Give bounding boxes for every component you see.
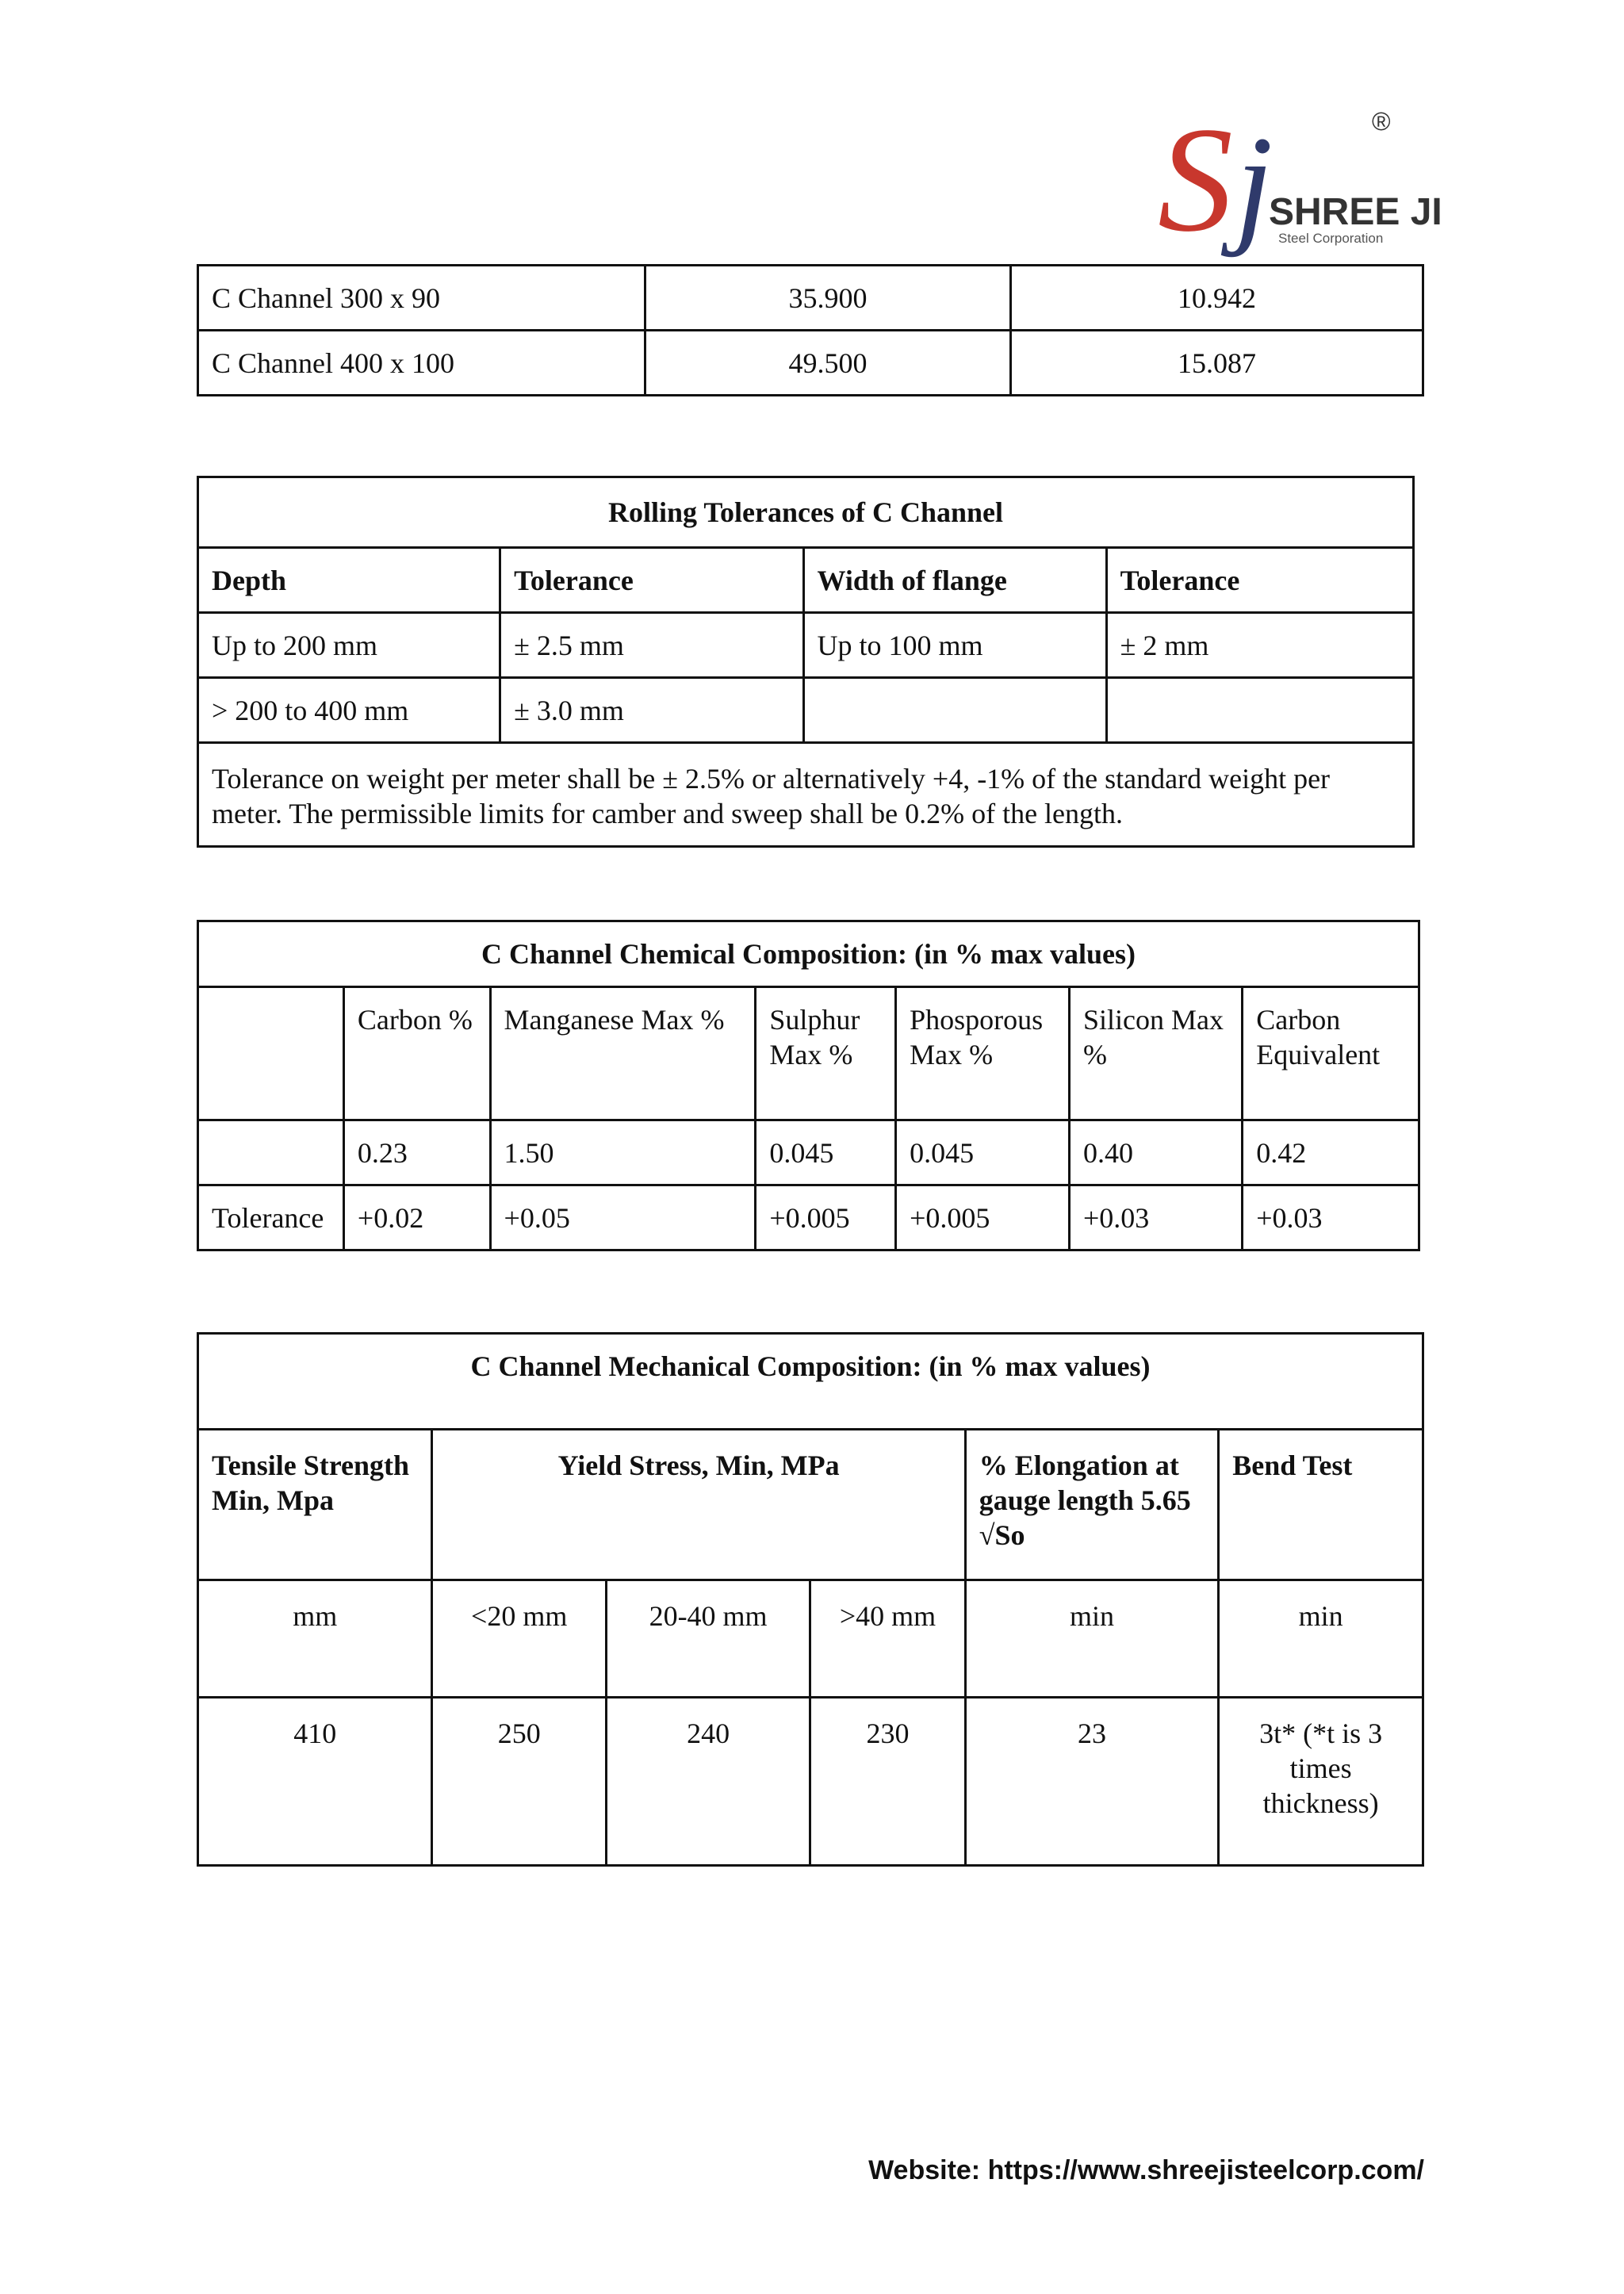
table-cell: 0.40 <box>1069 1120 1242 1185</box>
tolerance-note: Tolerance on weight per meter shall be ± 2.5% or alternatively +4, -1% of the standard weight per meter. The permissible limits for camber and sweep shall be 0.2% of the length. <box>198 743 1414 847</box>
svg-text:j: j <box>1235 109 1274 258</box>
product-name-cell: C Channel 400 x 100 <box>198 331 645 396</box>
table-cell: +0.03 <box>1243 1185 1419 1250</box>
table-cell: 0.23 <box>343 1120 490 1185</box>
table-cell: +0.05 <box>490 1185 756 1250</box>
weights-table <box>197 264 1424 396</box>
elongation-header: % Elongation at gauge length 5.65 √So <box>965 1430 1219 1580</box>
header-cell <box>198 987 344 1120</box>
value-cell: 3t* (*t is 3 times thickness) <box>1219 1698 1423 1866</box>
unit-cell: <20 mm <box>432 1580 606 1698</box>
table-row <box>198 678 1414 743</box>
table-cell: +0.005 <box>756 1185 896 1250</box>
table-cell <box>198 1120 344 1185</box>
website-footer[interactable]: Website: https://www.shreejisteelcorp.com/ <box>868 2155 1424 2185</box>
svg-text:S: S <box>1158 97 1233 263</box>
units-row <box>198 1580 1423 1698</box>
weight-cell: 10.942 <box>1011 266 1423 331</box>
table-cell <box>1106 678 1413 743</box>
table-cell: Up to 100 mm <box>803 613 1106 678</box>
weight-cell: 15.087 <box>1011 331 1423 396</box>
bend-test-header: Bend Test <box>1219 1430 1423 1580</box>
mechanical-composition-table <box>197 1332 1424 1867</box>
header-cell: Phosporous Max % <box>896 987 1070 1120</box>
header-cell: Sulphur Max % <box>756 987 896 1120</box>
chemical-composition-table <box>197 920 1420 1251</box>
header-cell: Depth <box>198 548 500 613</box>
table-row <box>198 1185 1419 1250</box>
table-title: C Channel Chemical Composition: (in % max values) <box>198 921 1419 987</box>
table-cell <box>803 678 1106 743</box>
header-cell: Tolerance <box>1106 548 1413 613</box>
unit-cell: min <box>965 1580 1219 1698</box>
table-row <box>198 331 1423 396</box>
table-cell: Tolerance <box>198 1185 344 1250</box>
table-header-row <box>198 987 1419 1120</box>
table-cell: +0.03 <box>1069 1185 1242 1250</box>
table-title: C Channel Mechanical Composition: (in % max values) <box>198 1334 1423 1430</box>
table-cell: ± 3.0 mm <box>500 678 803 743</box>
product-name-cell: C Channel 300 x 90 <box>198 266 645 331</box>
logo-tagline: Steel Corporation <box>1278 231 1384 246</box>
header-cell: Carbon % <box>343 987 490 1120</box>
table-cell: 1.50 <box>490 1120 756 1185</box>
table-title-row <box>198 921 1419 987</box>
weight-cell: 35.900 <box>645 266 1010 331</box>
value-cell: 410 <box>198 1698 432 1866</box>
table-note-row <box>198 743 1414 847</box>
unit-cell: 20-40 mm <box>606 1580 810 1698</box>
unit-cell: >40 mm <box>810 1580 966 1698</box>
company-logo <box>1142 97 1442 263</box>
registered-mark: ® <box>1372 107 1391 136</box>
table-row <box>198 613 1414 678</box>
header-cell: Tolerance <box>500 548 803 613</box>
table-cell: ± 2.5 mm <box>500 613 803 678</box>
values-row <box>198 1698 1423 1866</box>
header-cell: Manganese Max % <box>490 987 756 1120</box>
value-cell: 250 <box>432 1698 606 1866</box>
table-row <box>198 1120 1419 1185</box>
logo-brand: SHREE JI <box>1269 191 1442 233</box>
table-title: Rolling Tolerances of C Channel <box>198 477 1414 548</box>
value-cell: 230 <box>810 1698 966 1866</box>
table-title-row <box>198 477 1414 548</box>
unit-cell: mm <box>198 1580 432 1698</box>
table-header-row <box>198 548 1414 613</box>
unit-cell: min <box>1219 1580 1423 1698</box>
table-cell: +0.005 <box>896 1185 1070 1250</box>
table-cell: 0.42 <box>1243 1120 1419 1185</box>
table-cell: 0.045 <box>896 1120 1070 1185</box>
weight-cell: 49.500 <box>645 331 1010 396</box>
table-cell: ± 2 mm <box>1106 613 1413 678</box>
table-cell: Up to 200 mm <box>198 613 500 678</box>
table-cell: > 200 to 400 mm <box>198 678 500 743</box>
table-cell: 0.045 <box>756 1120 896 1185</box>
header-cell: Carbon Equivalent <box>1243 987 1419 1120</box>
value-cell: 240 <box>606 1698 810 1866</box>
header-cell: Width of flange <box>803 548 1106 613</box>
value-cell: 23 <box>965 1698 1219 1866</box>
table-row <box>198 266 1423 331</box>
yield-header: Yield Stress, Min, MPa <box>432 1430 965 1580</box>
rolling-tolerances-table <box>197 476 1415 848</box>
tensile-header: Tensile Strength Min, Mpa <box>198 1430 432 1580</box>
header-cell: Silicon Max % <box>1069 987 1242 1120</box>
table-cell: +0.02 <box>343 1185 490 1250</box>
table-title-row <box>198 1334 1423 1430</box>
table-header-row <box>198 1430 1423 1580</box>
